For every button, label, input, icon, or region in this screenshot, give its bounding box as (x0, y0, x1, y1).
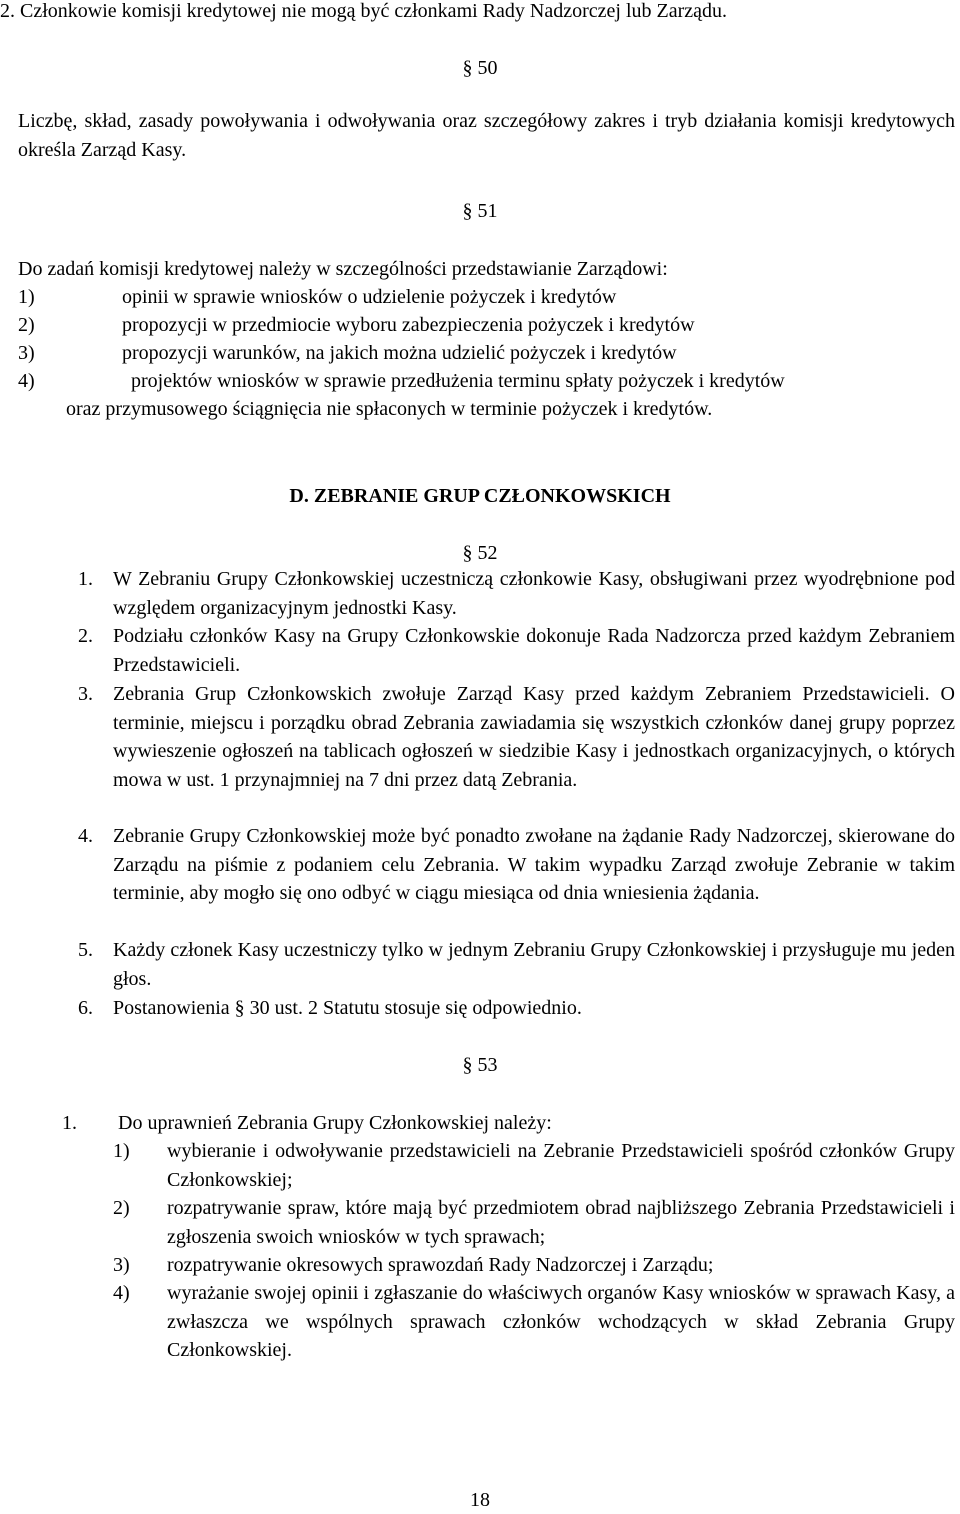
paragraph-50: Liczbę, skład, zasady powoływania i odwoływania oraz szczegółowy zakres i tryb działania komisji kredytowych określa Zarząd Kasy. (18, 110, 955, 161)
list-item-text: Zebranie Grupy Członkowskiej może być ponadto zwołane na żądanie Rady Nadzorczej, skierowane do Zarządu na piśmie z podaniem celu Zebrania. W takim wypadku Zarząd zwołuje Zebranie w takim terminie, aby mogło się ono odbyć w ciągu miesiąca od dnia wniesienia żądania. (113, 825, 955, 904)
list-item-2: 2. Członkowie komisji kredytowej nie mogą być członkami Rady Nadzorczej lub Zarządu. (0, 0, 728, 22)
list-item-text: Podziału członków Kasy na Grupy Członkowskie dokonuje Rada Nadzorcza przed każdym Zebraniem Przedstawicieli. (113, 625, 955, 676)
list-item-number: 4. (78, 825, 93, 847)
section-heading-53: § 53 (462, 1054, 498, 1076)
sub-item-text: rozpatrywanie spraw, które mają być przedmiotem obrad najbliższego Zebrania Przedstawicieli i zgłoszenia swoich wniosków w tych sprawach; (167, 1197, 955, 1248)
page-number: 18 (470, 1489, 490, 1511)
list-item-text: W Zebraniu Grupy Członkowskiej uczestniczą członkowie Kasy, obsługiwani przez wyodrębnione pod względem organizacyjnym jednostki Kasy. (113, 568, 955, 619)
section-heading-51: § 51 (462, 200, 498, 222)
section-heading-50: § 50 (462, 57, 498, 79)
list-item-number: 4) (18, 370, 35, 392)
list-item-number: 3) (18, 342, 35, 364)
sub-item-text: wybieranie i odwoływanie przedstawicieli na Zebranie Przedstawicieli spośród członków Grupy Członkowskiej; (167, 1140, 955, 1191)
list-item-text: propozycji w przedmiocie wyboru zabezpieczenia pożyczek i kredytów (122, 314, 695, 336)
sub-item-number: 4) (113, 1282, 130, 1304)
sub-item-number: 1) (113, 1140, 130, 1162)
list-item-number: 1) (18, 286, 35, 308)
list-item-number: 5. (78, 939, 93, 961)
list-item-number: 6. (78, 997, 93, 1019)
list-item-text: propozycji warunków, na jakich można udzielić pożyczek i kredytów (122, 342, 677, 364)
sub-item-text: wyrażanie swojej opinii i zgłaszanie do właściwych organów Kasy wniosków w sprawach Kasy, a zwłaszcza we wspólnych sprawach członków wchodzących w skład Zebrania Grupy Członkowskiej. (167, 1282, 955, 1361)
section-heading-52: § 52 (462, 542, 498, 564)
list-item-number: 1. (78, 568, 93, 590)
list-item-text: Do uprawnień Zebrania Grupy Członkowskiej należy: (118, 1112, 552, 1134)
list-item-text: opinii w sprawie wniosków o udzielenie pożyczek i kredytów (122, 286, 617, 308)
list-item-number: 2) (18, 314, 35, 336)
list-item-number: 2. (78, 625, 93, 647)
sub-item-number: 3) (113, 1254, 130, 1276)
list-item-number: 3. (78, 683, 93, 705)
sub-item-number: 2) (113, 1197, 130, 1219)
list-item-text: Postanowienia § 30 ust. 2 Statutu stosuje się odpowiednio. (113, 997, 582, 1019)
sub-item-text: rozpatrywanie okresowych sprawozdań Rady Nadzorczej i Zarządu; (167, 1254, 714, 1276)
list-item-text: Zebrania Grup Członkowskich zwołuje Zarząd Kasy przed każdym Zebraniem Przedstawicieli. O terminie, miejscu i porządku obrad Zebrania zawiadamia się wszystkich członków danej grupy poprzez wywieszenie ogłoszeń na tablicach ogłoszeń w siedzibie Kasy i jednostkach organizacyjnych, o których mowa w ust. 1 przynajmniej na 7 dni przez datą Zebrania. (113, 683, 955, 791)
list-item-continuation: oraz przymusowego ściągnięcia nie spłaconych w terminie pożyczek i kredytów. (66, 398, 713, 420)
list-item-number: 1. (62, 1112, 77, 1134)
section-title-d: D. ZEBRANIE GRUP CZŁONKOWSKICH (289, 485, 671, 507)
list-item-text: Każdy członek Kasy uczestniczy tylko w jednym Zebraniu Grupy Członkowskiej i przysługuje mu jeden głos. (113, 939, 955, 990)
paragraph-51-intro: Do zadań komisji kredytowej należy w szczególności przedstawianie Zarządowi: (18, 258, 668, 280)
list-item-text: projektów wniosków w sprawie przedłużenia terminu spłaty pożyczek i kredytów (131, 370, 785, 392)
